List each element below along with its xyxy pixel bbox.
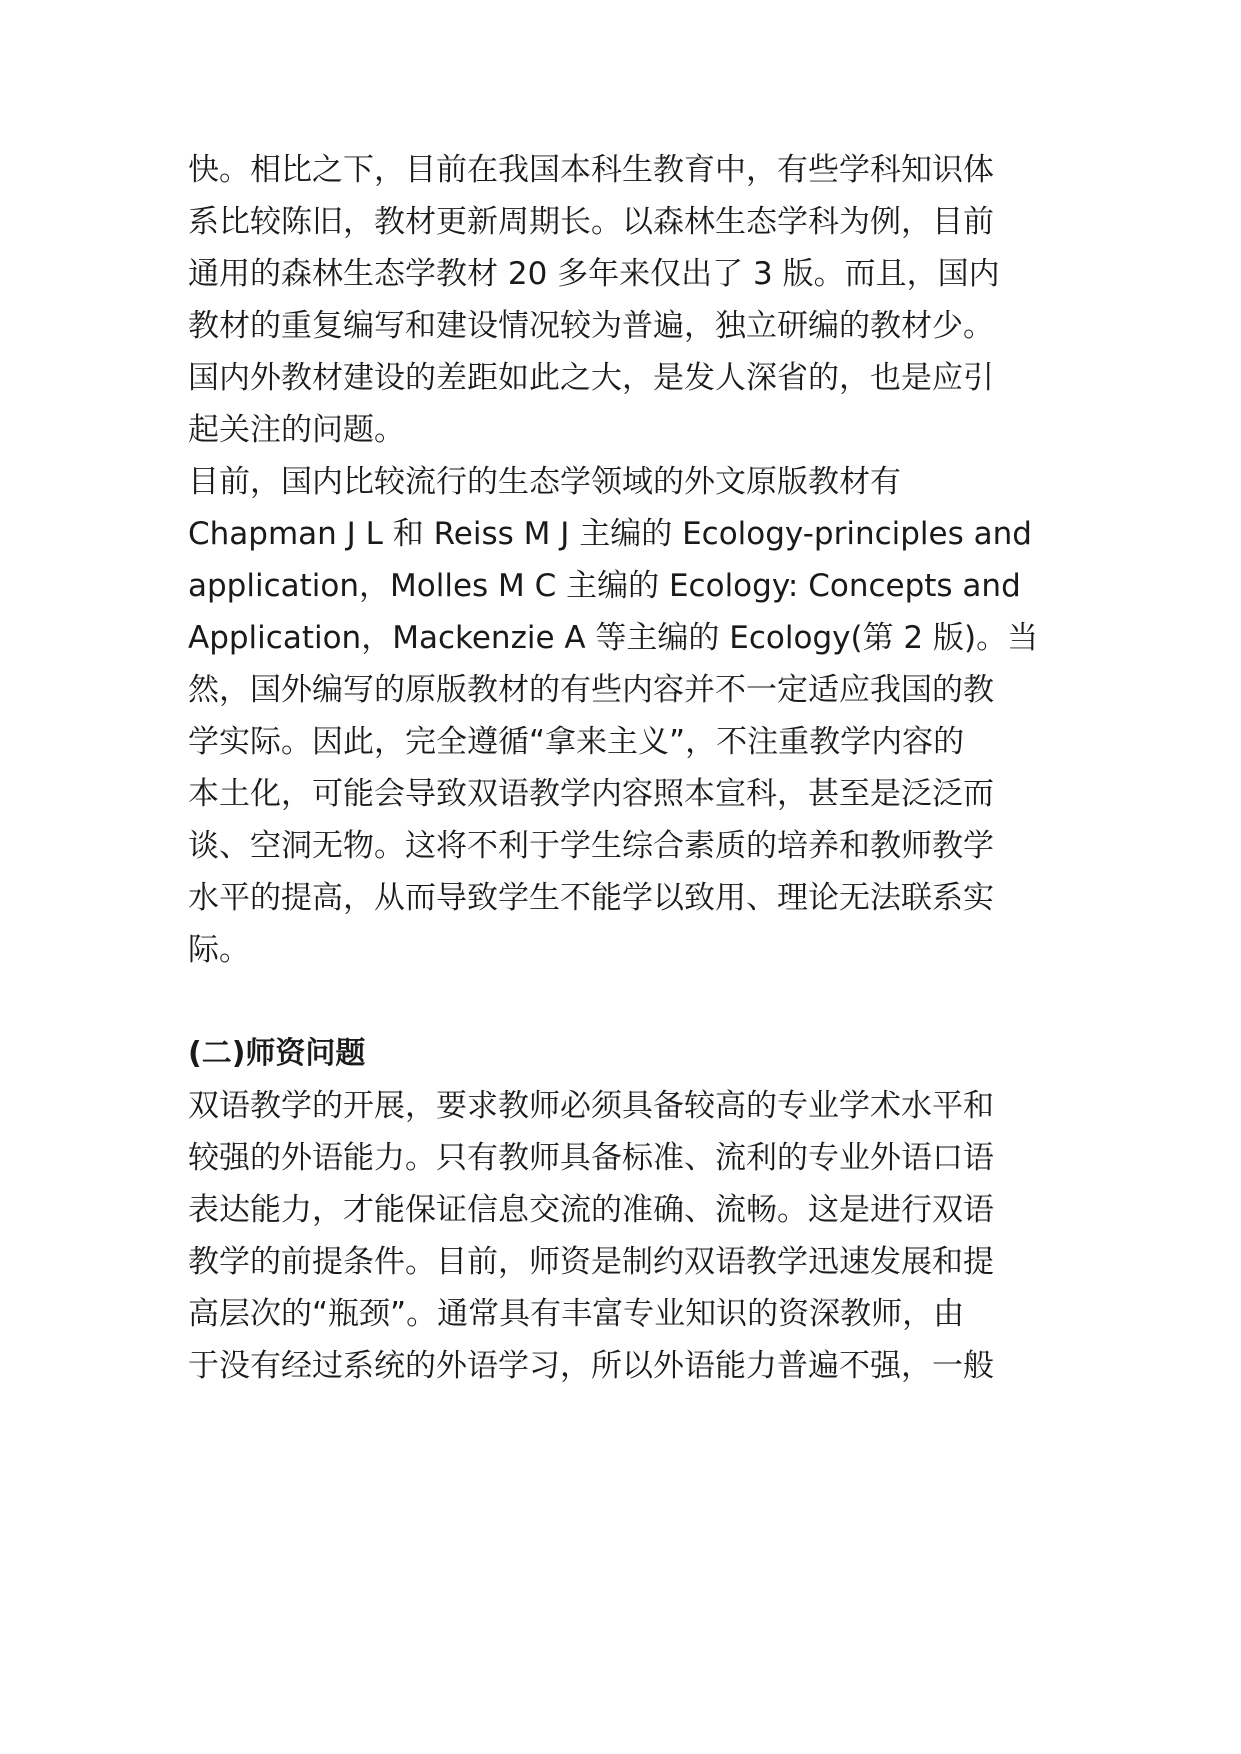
text-line: 表达能力，才能保证信息交流的准确、流畅。这是进行双语 [188, 1192, 994, 1228]
text-line: 本土化，可能会导致双语教学内容照本宣科，甚至是泛泛而 [188, 776, 994, 812]
text-line: 教材的重复编写和建设情况较为普遍，独立研编的教材少。 [188, 308, 994, 344]
text-line: 然，国外编写的原版教材的有些内容并不一定适应我国的教 [188, 672, 994, 708]
text-line: 学实际。因此，完全遵循“拿来主义”，不注重教学内容的 [188, 724, 965, 760]
text-line: 际。 [188, 932, 250, 968]
text-line: 国内外教材建设的差距如此之大，是发人深省的，也是应引 [188, 360, 994, 396]
text-line: Application，Mackenzie A 等主编的 Ecology(第 2 版)。当 [188, 620, 1039, 656]
text-line: 双语教学的开展，要求教师必须具备较高的专业学术水平和 [188, 1088, 994, 1124]
section-heading: (二)师资问题 [188, 1036, 366, 1071]
text-line: 高层次的“瓶颈”。通常具有丰富专业知识的资深教师，由 [188, 1296, 965, 1332]
text-line: 水平的提高，从而导致学生不能学以致用、理论无法联系实 [188, 880, 994, 916]
text-line: application，Molles M C 主编的 Ecology: Concepts and [188, 568, 1021, 604]
text-line: 起关注的问题。 [188, 412, 405, 448]
text-line: 谈、空洞无物。这将不利于学生综合素质的培养和教师教学 [188, 828, 994, 864]
text-line: Chapman J L 和 Reiss M J 主编的 Ecology-principles and [188, 516, 1032, 552]
text-line: 目前，国内比较流行的生态学领域的外文原版教材有 [188, 464, 901, 500]
text-line: 教学的前提条件。目前，师资是制约双语教学迅速发展和提 [188, 1244, 994, 1280]
text-line: 快。相比之下，目前在我国本科生教育中，有些学科知识体 [188, 152, 994, 188]
text-line: 系比较陈旧，教材更新周期长。以森林生态学科为例，目前 [188, 204, 994, 240]
text-line: 通用的森林生态学教材 20 多年来仅出了 3 版。而且，国内 [188, 256, 1000, 292]
text-line: 于没有经过系统的外语学习，所以外语能力普遍不强，一般 [188, 1348, 994, 1384]
text-line: 较强的外语能力。只有教师具备标准、流利的专业外语口语 [188, 1140, 994, 1176]
